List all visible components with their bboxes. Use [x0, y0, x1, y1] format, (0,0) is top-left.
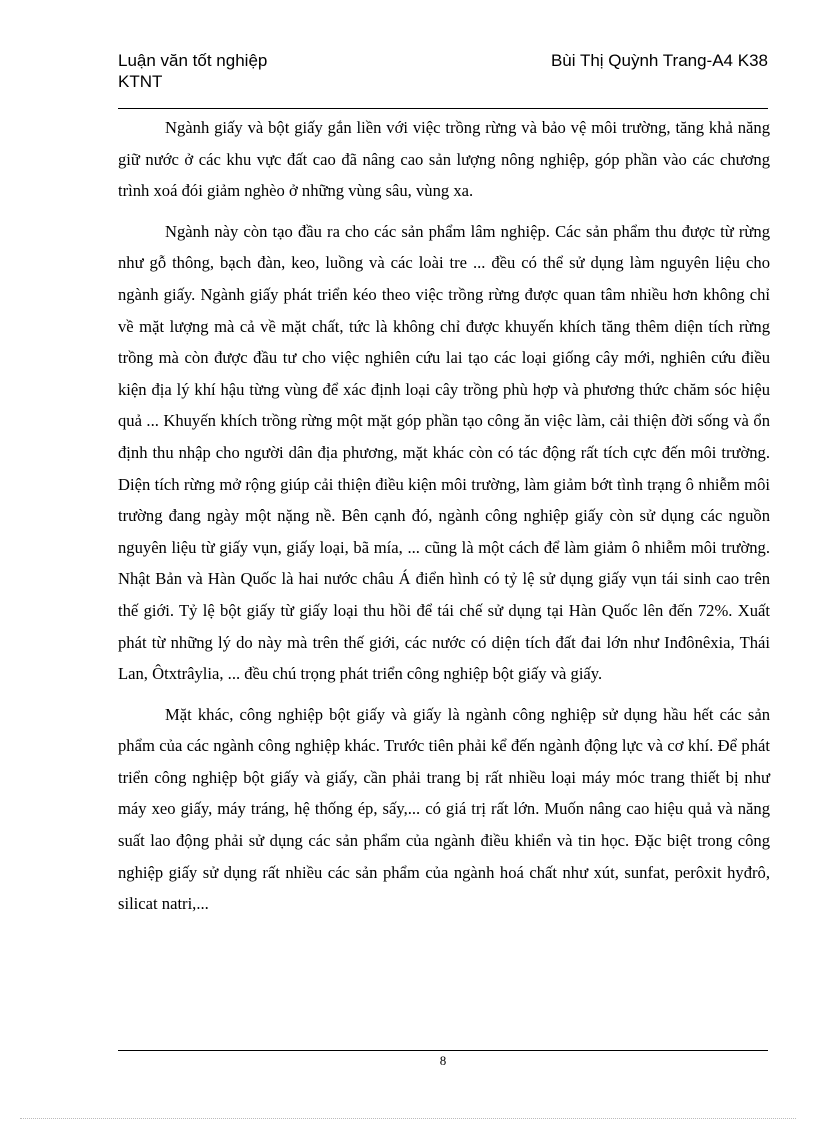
header-title-line1: Luận văn tốt nghiệp [118, 51, 268, 70]
paragraph-1: Ngành giấy và bột giấy gắn liền với việc trồng rừng và bảo vệ môi trường, tăng khả năng giữ nước ở các khu vực đất cao đã nâng cao sản lượng nông nghiệp, góp phần vào các chương trình xoá đói giảm nghèo ở những vùng sâu, vùng xa. [118, 118, 770, 201]
body-text [118, 112, 770, 929]
paragraph-3: Mặt khác, công nghiệp bột giấy và giấy là ngành công nghiệp sử dụng hầu hết các sản phẩm của các ngành công nghiệp khác. Trước tiên phải kể đến ngành động lực và cơ khí. Để phát triển công nghiệp bột giấy và giấy, cần phải trang bị rất nhiều loại máy móc trang thiết bị như máy xeo giấy, máy tráng, hệ thống ép, sấy,... có giá trị rất lớn. Muốn nâng cao hiệu quả và năng suất lao động phải sử dụng các sản phẩm của ngành điều khiển và tin học. Đặc biệt trong công nghiệp giấy sử dụng rất nhiều các sản phẩm của ngành hoá chất như xút, sunfat, perôxit hyđrô, silicat natri,... [118, 704, 770, 914]
header-author: Bùi Thị Quỳnh Trang-A4 K38 [550, 51, 768, 70]
footer-divider [118, 1050, 768, 1051]
paragraph-2: Ngành này còn tạo đầu ra cho các sản phẩm lâm nghiệp. Các sản phẩm thu được từ rừng như gỗ thông, bạch đàn, keo, luồng và các loài tre ... đều có thể sử dụng làm nguyên liệu cho ngành giấy. Ngành giấy phát triển kéo theo việc trồng rừng được quan tâm nhiều hơn không chỉ về mặt lượng mà cả về mặt chất, tức là không chỉ được khuyến khích tăng thêm diện tích rừng trồng mà còn được đầu tư cho việc nghiên cứu lai tạo các loại giống cây mới, nghiên cứu điều kiện địa lý khí hậu từng vùng để xác định loại cây trồng phù hợp và phương thức chăm sóc hiệu quả ... Khuyến khích trồng rừng một mặt góp phần tạo công ăn việc làm, cải thiện đời sống và ổn định thu nhập cho người dân địa phương, mặt khác còn có tác động rất tích cực đến môi trường. Diện tích rừng mở rộng giúp cải thiện điều kiện môi trường, làm giảm bớt tình trạng ô nhiễm môi trường đang ngày một nặng nề. Bên cạnh đó, ngành công nghiệp giấy còn sử dụng các nguồn nguyên liệu từ giấy vụn, giấy loại, bã mía, ... cũng là một cách để làm giảm ô nhiễm môi trường. Nhật Bản và Hàn Quốc là hai nước châu Á điển hình có tỷ lệ sử dụng giấy vụn tái sinh cao trên thế giới. Tỷ lệ bột giấy từ giấy loại thu hồi để tái chế sử dụng tại Hàn Quốc lên đến 72%. Xuất phát từ những lý do này mà trên thế giới, các nước có diện tích đất đai lớn như Inđônêxia, Thái Lan, Ôtxtrâylia, ... đều chú trọng phát triển công nghiệp bột giấy và giấy. [118, 221, 770, 684]
header-divider [118, 108, 768, 109]
page-edge-divider [20, 1118, 796, 1119]
header-thesis-title [118, 50, 378, 92]
header-title-line2: KTNT [118, 72, 163, 91]
page-number: 8 [439, 1053, 447, 1068]
